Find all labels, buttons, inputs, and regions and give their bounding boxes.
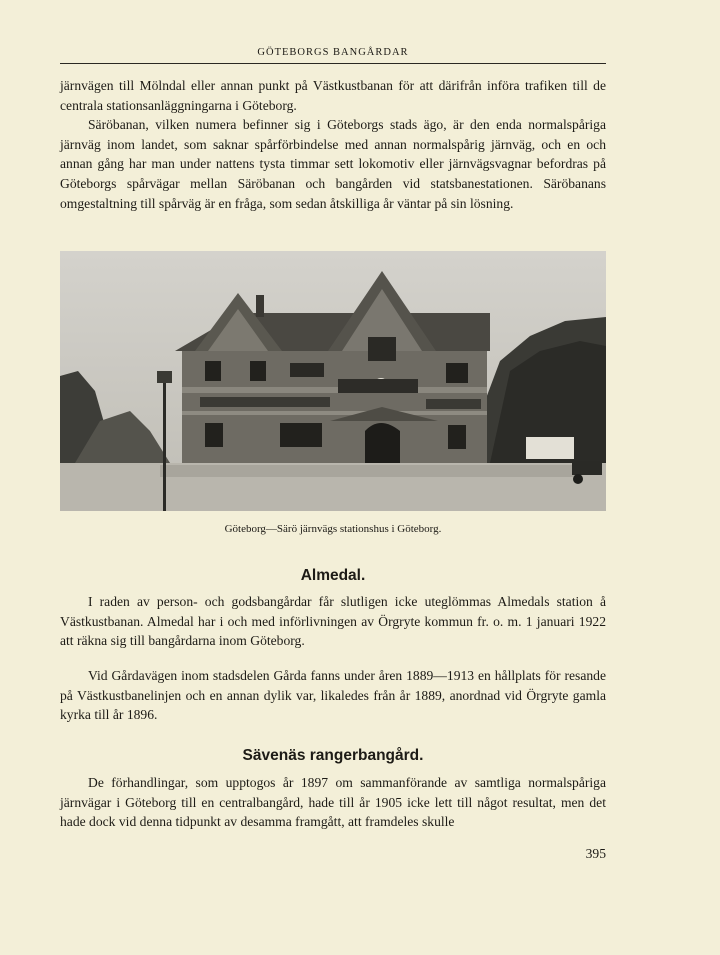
savenas-paragraph (60, 773, 606, 832)
section-heading-almedal: Almedal. (300, 567, 366, 584)
header-rule (60, 63, 606, 64)
station-building-illustration (60, 251, 606, 511)
intro-text (60, 76, 606, 213)
section-heading-savenas: Sävenäs rangerbangård. (242, 747, 424, 764)
paragraph: Vid Gårdavägen inom stadsdelen Gårda fanns under åren 1889—1913 en hållplats för resande på Västkustbanelinjen och en annan dylik var, likaledes från år 1889, anordnad vid Örgryte gamla kyrka till år 1896. (60, 668, 606, 723)
paragraph: järnvägen till Mölndal eller annan punkt på Västkustbanan för att därifrån införa trafiken till de centrala stationsanläggningarna i Göteborg. (60, 78, 606, 113)
almedal-paragraph-1 (60, 592, 606, 651)
paragraph: I raden av person- och godsbangårdar får slutligen icke uteglömmas Almedals station å Västkustbanan. Almedal har i och med införlivningen av Örgryte kommun fr. o. m. 1 januari 1922 att räkna sig till bangårdarna inom Göteborg. (60, 594, 606, 649)
station-photograph (60, 251, 606, 511)
running-head: GÖTEBORGS BANGÅRDAR (257, 47, 409, 58)
page-number: 395 (585, 846, 606, 861)
paragraph: Säröbanan, vilken numera befinner sig i Göteborgs stads ägo, är den enda normalspåriga järnväg inom landet, som saknar spårförbindelse med annan normalspårig järnväg, och en och annan gång har man under nattens tysta timmar sett lokomotiv eller järnvägsvagnar befordras på Göteborgs spårvägar mellan Säröbanan och bangården vid statsbanestationen. Säröbanans omgestaltning till spårväg är en fråga, som sedan åtskilliga år väntar på sin lösning. (60, 117, 606, 211)
figure-caption: Göteborg—Särö järnvägs stationshus i Göteborg. (224, 523, 442, 535)
almedal-paragraph-2 (60, 666, 606, 725)
paragraph: De förhandlingar, som upptogos år 1897 om sammanförande av samtliga normalspåriga järnvägar i Göteborg till en centralbangård, hade till år 1905 icke lett till något resultat, men det hade dock vid denna tidpunkt av desamma framgått, att framdeles skulle (60, 775, 606, 830)
